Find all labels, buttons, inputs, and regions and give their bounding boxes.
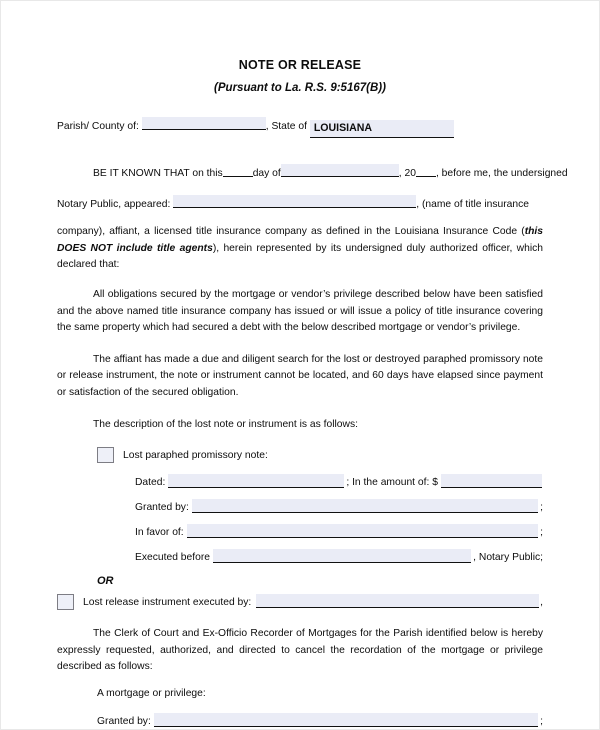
- be-it-known-line: [57, 163, 568, 183]
- dated-label: Dated:: [135, 477, 166, 489]
- day-of-label: day of: [252, 167, 281, 179]
- affiant-name-input[interactable]: [173, 195, 416, 208]
- state-label: , State of: [265, 121, 307, 133]
- notary-public-label: Notary Public, appeared:: [57, 198, 171, 210]
- does-not-include-emphasis: this DOES NOT include title agents: [57, 226, 543, 254]
- clerk-of-court-paragraph: The Clerk of Court and Ex-Officio Recorder of Mortgages for the Parish identified below is hereby expressly requested, authorized, and directed to cancel the recordation of the mortgage or privilege described as follows:: [57, 628, 543, 673]
- before-me-text: , before me, the undersigned: [435, 167, 568, 179]
- obligations-paragraph: All obligations secured by the mortgage or vendor’s privilege described below have been satisfied and the above named title insurance company has issued or will issue a policy of title insurance covering the same property which had secured a debt with the below described mortgage or vendor’s privilege.: [57, 288, 543, 334]
- title-block: [57, 1, 543, 94]
- note-granted-by-input[interactable]: [192, 499, 538, 513]
- page-title: NOTE OR RELEASE: [238, 58, 362, 72]
- day-input[interactable]: [223, 164, 253, 177]
- diligent-search-paragraph: The affiant has made a due and diligent search for the lost or destroyed paraphed promissory note or release instrument, the note or instrument cannot be located, and 60 days have elapsed since payment or satisfaction of the secured obligation.: [57, 353, 543, 398]
- lost-release-comma: ,: [540, 596, 543, 608]
- name-of-title-insurance-text: , (name of title insurance: [416, 198, 529, 210]
- mortgage-granted-by-input[interactable]: [154, 713, 538, 727]
- lost-release-checkbox-row[interactable]: [57, 594, 543, 610]
- in-favor-of-label: In favor of:: [135, 527, 184, 539]
- amount-label: ; In the amount of: $: [346, 477, 438, 489]
- mortgage-granted-by-semicolon: ;: [540, 716, 543, 728]
- amount-input[interactable]: [441, 474, 542, 488]
- state-input[interactable]: LOUISIANA: [310, 120, 454, 138]
- month-input[interactable]: [281, 164, 399, 177]
- lost-note-checkbox[interactable]: [97, 447, 114, 463]
- in-favor-of-semicolon: ;: [540, 527, 543, 539]
- note-granted-by-semicolon: ;: [540, 502, 543, 514]
- year-prefix: , 20: [398, 167, 416, 179]
- parish-state-line: [57, 116, 543, 138]
- executed-before-label: Executed before: [135, 552, 210, 564]
- page-content: [1, 1, 599, 729]
- in-favor-of-input[interactable]: [187, 524, 538, 538]
- lost-release-checkbox[interactable]: [57, 594, 74, 610]
- company-definition-text-b: ), herein represented by its undersigned duly authorized officer, which declared that:: [57, 242, 543, 271]
- mortgage-granted-by-label: Granted by:: [97, 716, 151, 728]
- description-intro-paragraph: The description of the lost note or instrument is as follows:: [93, 418, 358, 430]
- dated-row: [135, 474, 543, 490]
- company-definition-text-a: company), affiant, a licensed title insurance company as defined in the Louisiana Insurance Code (: [57, 226, 525, 238]
- lost-note-checkbox-row[interactable]: [97, 447, 543, 463]
- year-input[interactable]: [416, 164, 436, 177]
- mortgage-granted-by-row: [97, 713, 543, 729]
- notary-appeared-line: [57, 194, 543, 214]
- or-divider: OR: [97, 575, 114, 588]
- company-definition-paragraph: [57, 224, 543, 274]
- dated-input[interactable]: [168, 474, 344, 488]
- in-favor-of-row: [135, 524, 543, 540]
- lost-note-checkbox-label: Lost paraphed promissory note:: [123, 449, 268, 461]
- page-subtitle: (Pursuant to La. R.S. 9:5167(B)): [214, 81, 386, 94]
- lost-release-input[interactable]: [256, 594, 539, 608]
- note-granted-by-label: Granted by:: [135, 502, 189, 514]
- executed-before-tail: , Notary Public;: [473, 552, 543, 564]
- note-granted-by-row: [135, 499, 543, 515]
- mortgage-privilege-heading: A mortgage or privilege:: [97, 687, 206, 699]
- be-it-known-text: BE IT KNOWN THAT on this: [93, 167, 223, 179]
- lost-release-checkbox-label: Lost release instrument executed by:: [83, 596, 252, 608]
- executed-before-input[interactable]: [213, 549, 471, 563]
- executed-before-row: [135, 549, 543, 565]
- parish-label: Parish/ County of:: [57, 121, 139, 133]
- parish-input[interactable]: [142, 117, 266, 130]
